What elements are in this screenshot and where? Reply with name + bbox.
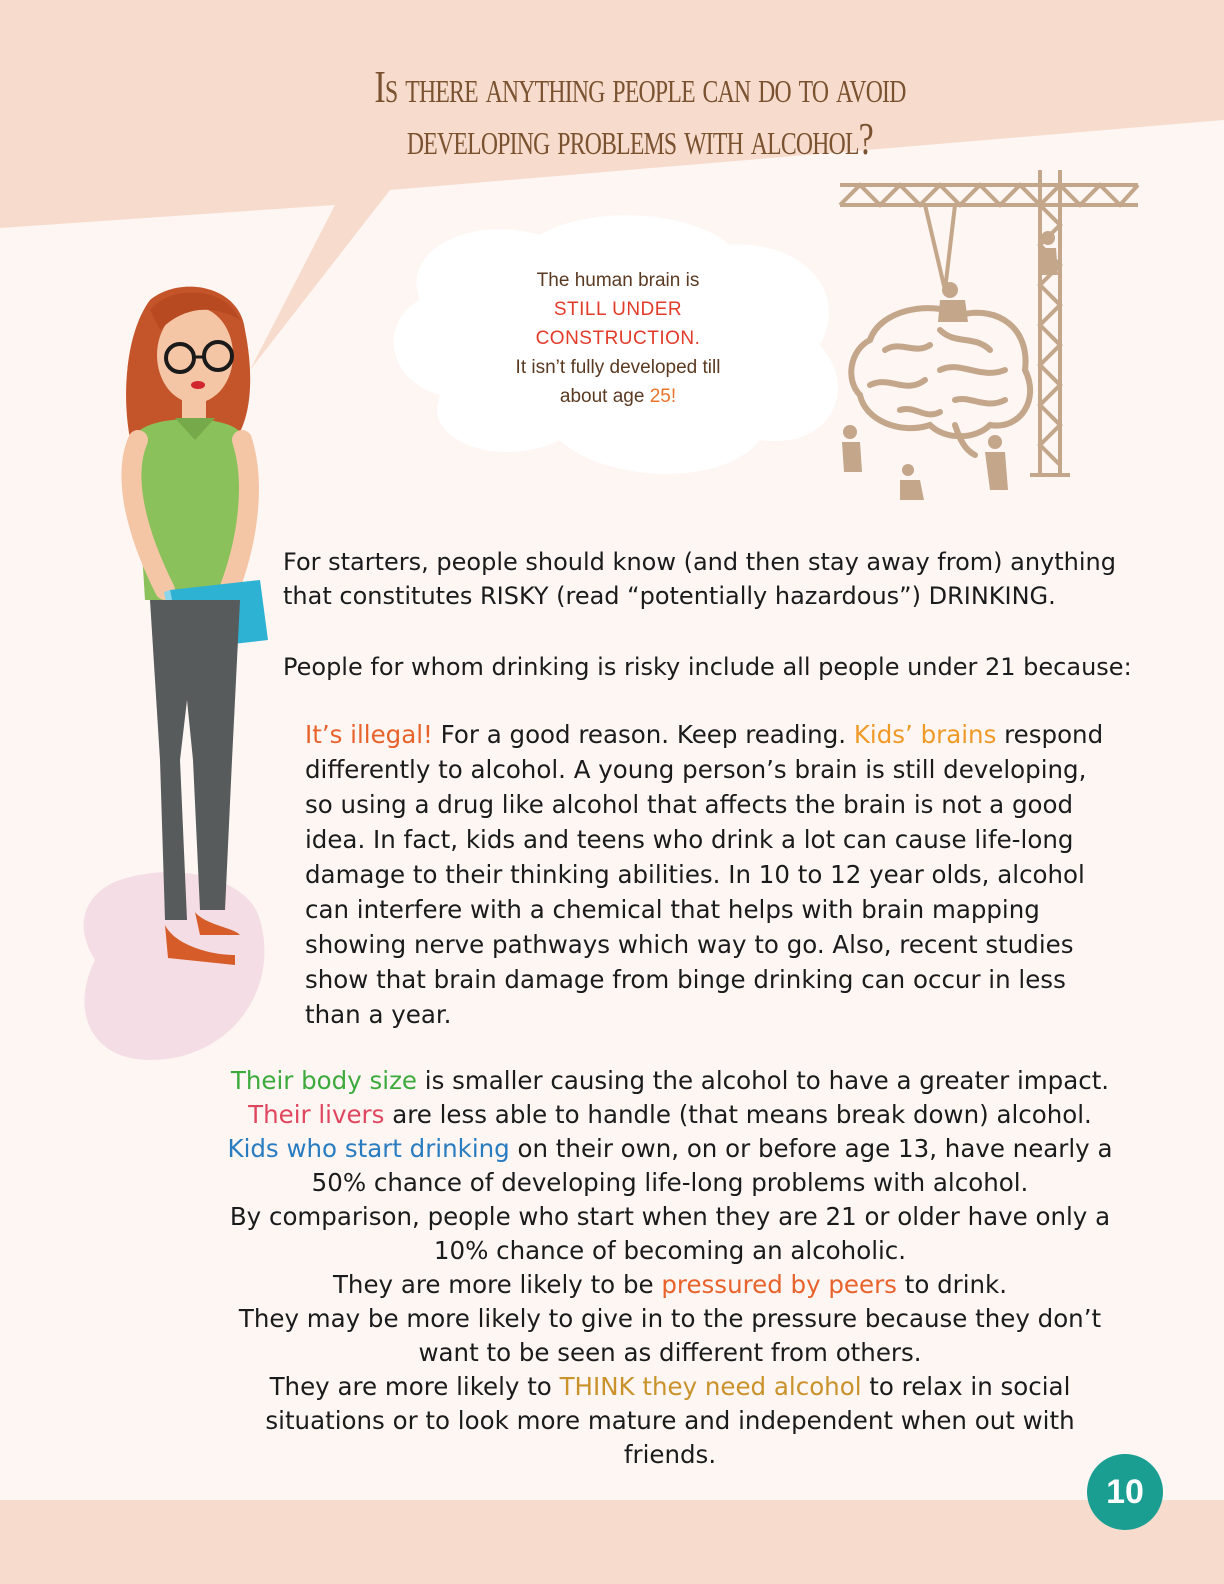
reason-livers-text: are less able to handle (that means break down) alcohol. [384, 1100, 1092, 1129]
reason-brain-paragraph [305, 717, 1120, 1032]
reason-livers [220, 1098, 1120, 1132]
reason-body-size [220, 1064, 1120, 1098]
bubble-line-5-text: about age [559, 386, 650, 407]
bubble-line-3: CONSTRUCTION. [535, 328, 701, 349]
title-line-1: Is there anything people can do to avoid [374, 60, 906, 112]
reason-peers [220, 1268, 1120, 1302]
brain-icon [851, 308, 1030, 455]
reason-think-pre: They are more likely to [269, 1372, 560, 1401]
title-line-2: developing problems with alcohol? [406, 112, 874, 164]
highlight-kids-brains: Kids’ brains [853, 720, 997, 749]
intro-starters: For starters, people should know (and then stay away from) anything that constitutes RISKY (read “potentially hazardous”) DRINKING. [283, 548, 1116, 610]
speech-bubble-text [468, 266, 768, 411]
reason-body-size-text: is smaller causing the alcohol to have a greater impact. [417, 1066, 1110, 1095]
highlight-livers: Their livers [248, 1100, 385, 1129]
bottom-band [0, 1500, 1224, 1584]
highlight-body-size: Their body size [230, 1066, 418, 1095]
reason-peers-pre: They are more likely to be [332, 1270, 662, 1299]
reason-brain-text-2: respond differently to alcohol. A young person’s brain is still developing, so using a drug like alcohol that affects the brain is not a good idea. In fact, kids and teens who drink a lot can cause life-long damage to their thinking abilities. In 10 to 12 year olds, alcohol can interfere with a chemical that helps with brain mapping showing nerve pathways which way to go. Also, recent studies show that brain damage from binge drinking can occur in less than a year. [305, 720, 1104, 1029]
page-number-badge: 10 [1087, 1454, 1163, 1530]
reason-think-post: to relax in social situations or to look more mature and independent when out with friends. [265, 1372, 1075, 1469]
highlight-illegal: It’s illegal! [305, 720, 433, 749]
reason-comparison: By comparison, people who start when they are 21 or older have only a 10% chance of becoming an alcoholic. [229, 1202, 1111, 1265]
highlight-think: THINK they need alcohol [559, 1372, 862, 1401]
intro-risky-people: People for whom drinking is risky include all people under 21 because: [283, 653, 1132, 681]
teacher-illustration [126, 287, 268, 965]
bubble-line-5 [468, 382, 768, 411]
reason-kids-start [220, 1132, 1120, 1200]
page-title [351, 61, 928, 165]
bubble-age-number: 25! [649, 386, 677, 407]
reasons-list [220, 1064, 1120, 1472]
bubble-line-2: STILL UNDER [553, 299, 683, 320]
reason-think [220, 1370, 1120, 1472]
reason-pressure: They may be more likely to give in to the pressure because they don’t want to be seen as different from others. [238, 1304, 1102, 1367]
reason-peers-post: to drink. [896, 1270, 1008, 1299]
bubble-line-4: It isn’t fully developed till [515, 357, 721, 378]
highlight-peers: pressured by peers [661, 1270, 897, 1299]
reason-kids-start-text: on their own, on or before age 13, have nearly a 50% chance of developing life-long problems with alcohol. [311, 1134, 1113, 1197]
bubble-line-1: The human brain is [536, 270, 700, 291]
reason-brain-text-1: For a good reason. Keep reading. [432, 720, 854, 749]
highlight-kids-start: Kids who start drinking [227, 1134, 510, 1163]
